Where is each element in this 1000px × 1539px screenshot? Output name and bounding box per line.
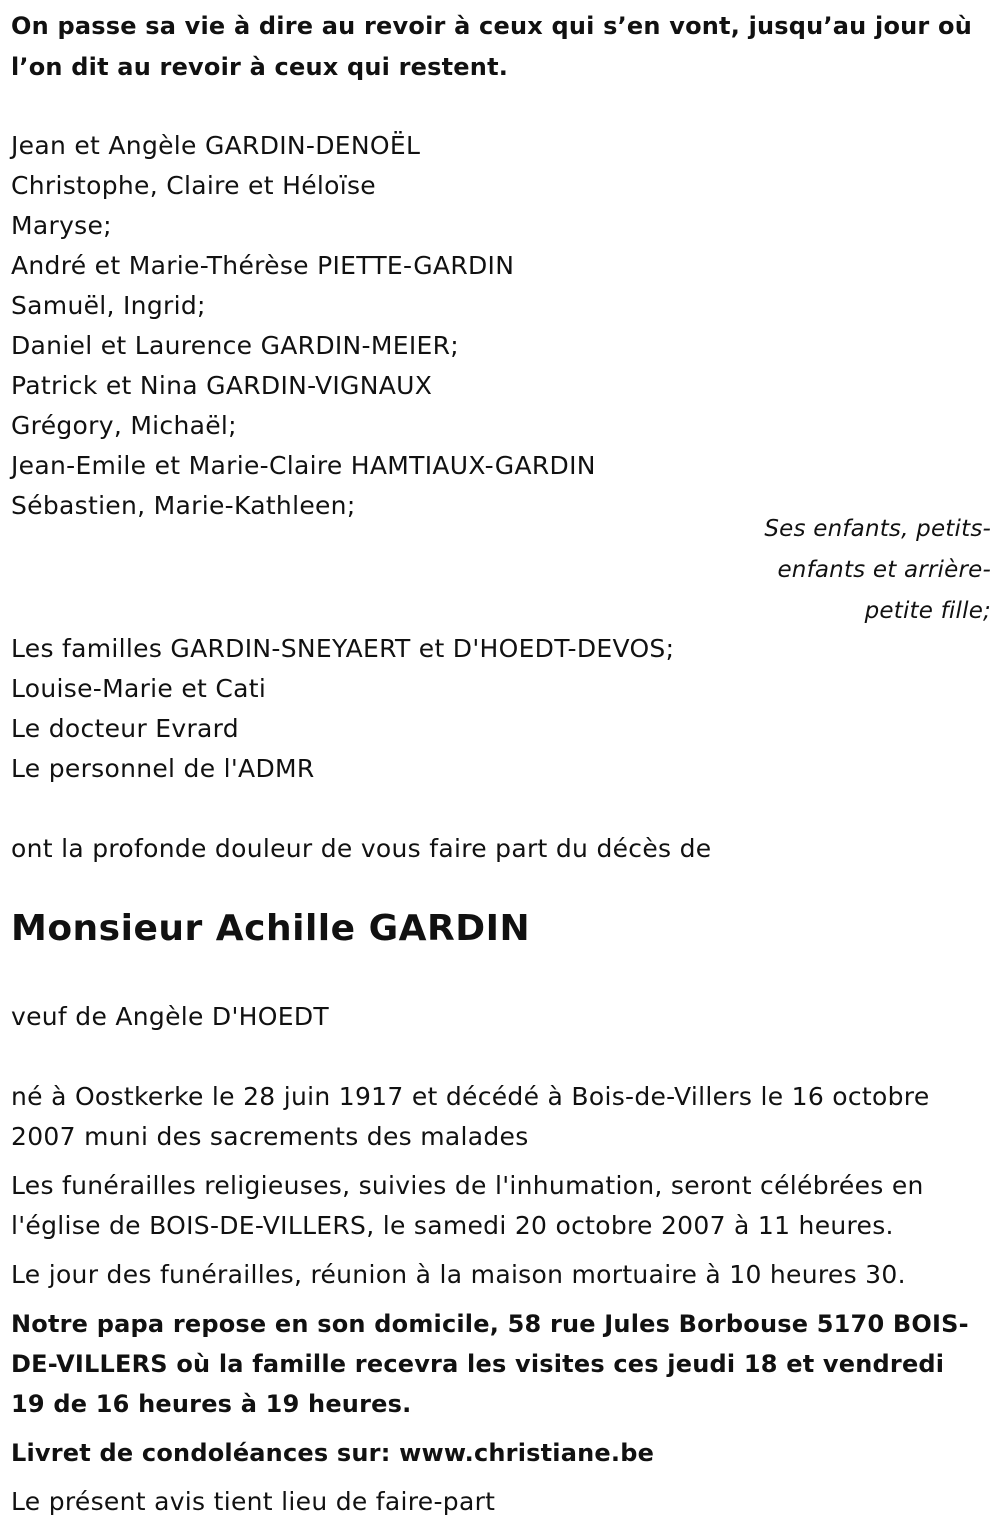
deceased-name: Monsieur Achille GARDIN: [11, 908, 531, 949]
family-member-line: Christophe, Claire et Héloïse: [11, 171, 376, 200]
funeral-text: Les funérailles religieuses, suivies de l'inhumation, seront célébrées en l'église de BOIS-DE-VILLERS, le samedi 20 octobre 2007 à 11 heures.: [11, 1171, 924, 1240]
other-mourners-list: [11, 629, 674, 789]
opening-quote: On passe sa vie à dire au revoir à ceux qui s’en vont, jusqu’au jour où l’on dit au revoir à ceux qui restent.: [11, 12, 972, 81]
visitation-text: Notre papa repose en son domicile, 58 rue Jules Borbouse 5170 BOIS-DE-VILLERS où la famille recevra les visites ces jeudi 18 et vendredi 19 de 16 heures à 19 heures.: [11, 1310, 969, 1418]
family-member-line: Jean-Emile et Marie-Claire HAMTIAUX-GARDIN: [11, 451, 596, 480]
notice-text: Le présent avis tient lieu de faire-part: [11, 1487, 496, 1516]
family-member-line: Sébastien, Marie-Kathleen;: [11, 491, 356, 520]
family-signature: [764, 509, 991, 632]
signature-line: petite fille;: [864, 598, 991, 624]
mourner-line: Les familles GARDIN-SNEYAERT et D'HOEDT-DEVOS;: [11, 634, 675, 663]
family-list: [11, 126, 596, 526]
mourner-line: Louise-Marie et Cati: [11, 674, 267, 703]
mourner-line: Le personnel de l'ADMR: [11, 754, 315, 783]
family-member-line: Maryse;: [11, 211, 112, 240]
signature-line: enfants et arrière-: [777, 557, 991, 583]
family-member-line: Samuël, Ingrid;: [11, 291, 206, 320]
family-member-line: Daniel et Laurence GARDIN-MEIER;: [11, 331, 460, 360]
reunion-text: Le jour des funérailles, réunion à la maison mortuaire à 10 heures 30.: [11, 1260, 906, 1289]
birth-death-text: né à Oostkerke le 28 juin 1917 et décédé à Bois-de-Villers le 16 octobre 2007 muni des sacrements des malades: [11, 1082, 930, 1151]
family-member-line: Jean et Angèle GARDIN-DENOËL: [11, 131, 421, 160]
mourner-line: Le docteur Evrard: [11, 714, 239, 743]
family-member-line: Patrick et Nina GARDIN-VIGNAUX: [11, 371, 433, 400]
signature-line: Ses enfants, petits-: [764, 516, 991, 542]
widow-of-text: veuf de Angèle D'HOEDT: [11, 1002, 329, 1031]
funeral-details: [11, 1077, 986, 1531]
condolences-text: Livret de condoléances sur: www.christiane.be: [11, 1439, 655, 1467]
family-member-line: Grégory, Michaël;: [11, 411, 237, 440]
family-member-line: André et Marie-Thérèse PIETTE-GARDIN: [11, 251, 515, 280]
announcement-text: ont la profonde douleur de vous faire part du décès de: [11, 834, 712, 863]
